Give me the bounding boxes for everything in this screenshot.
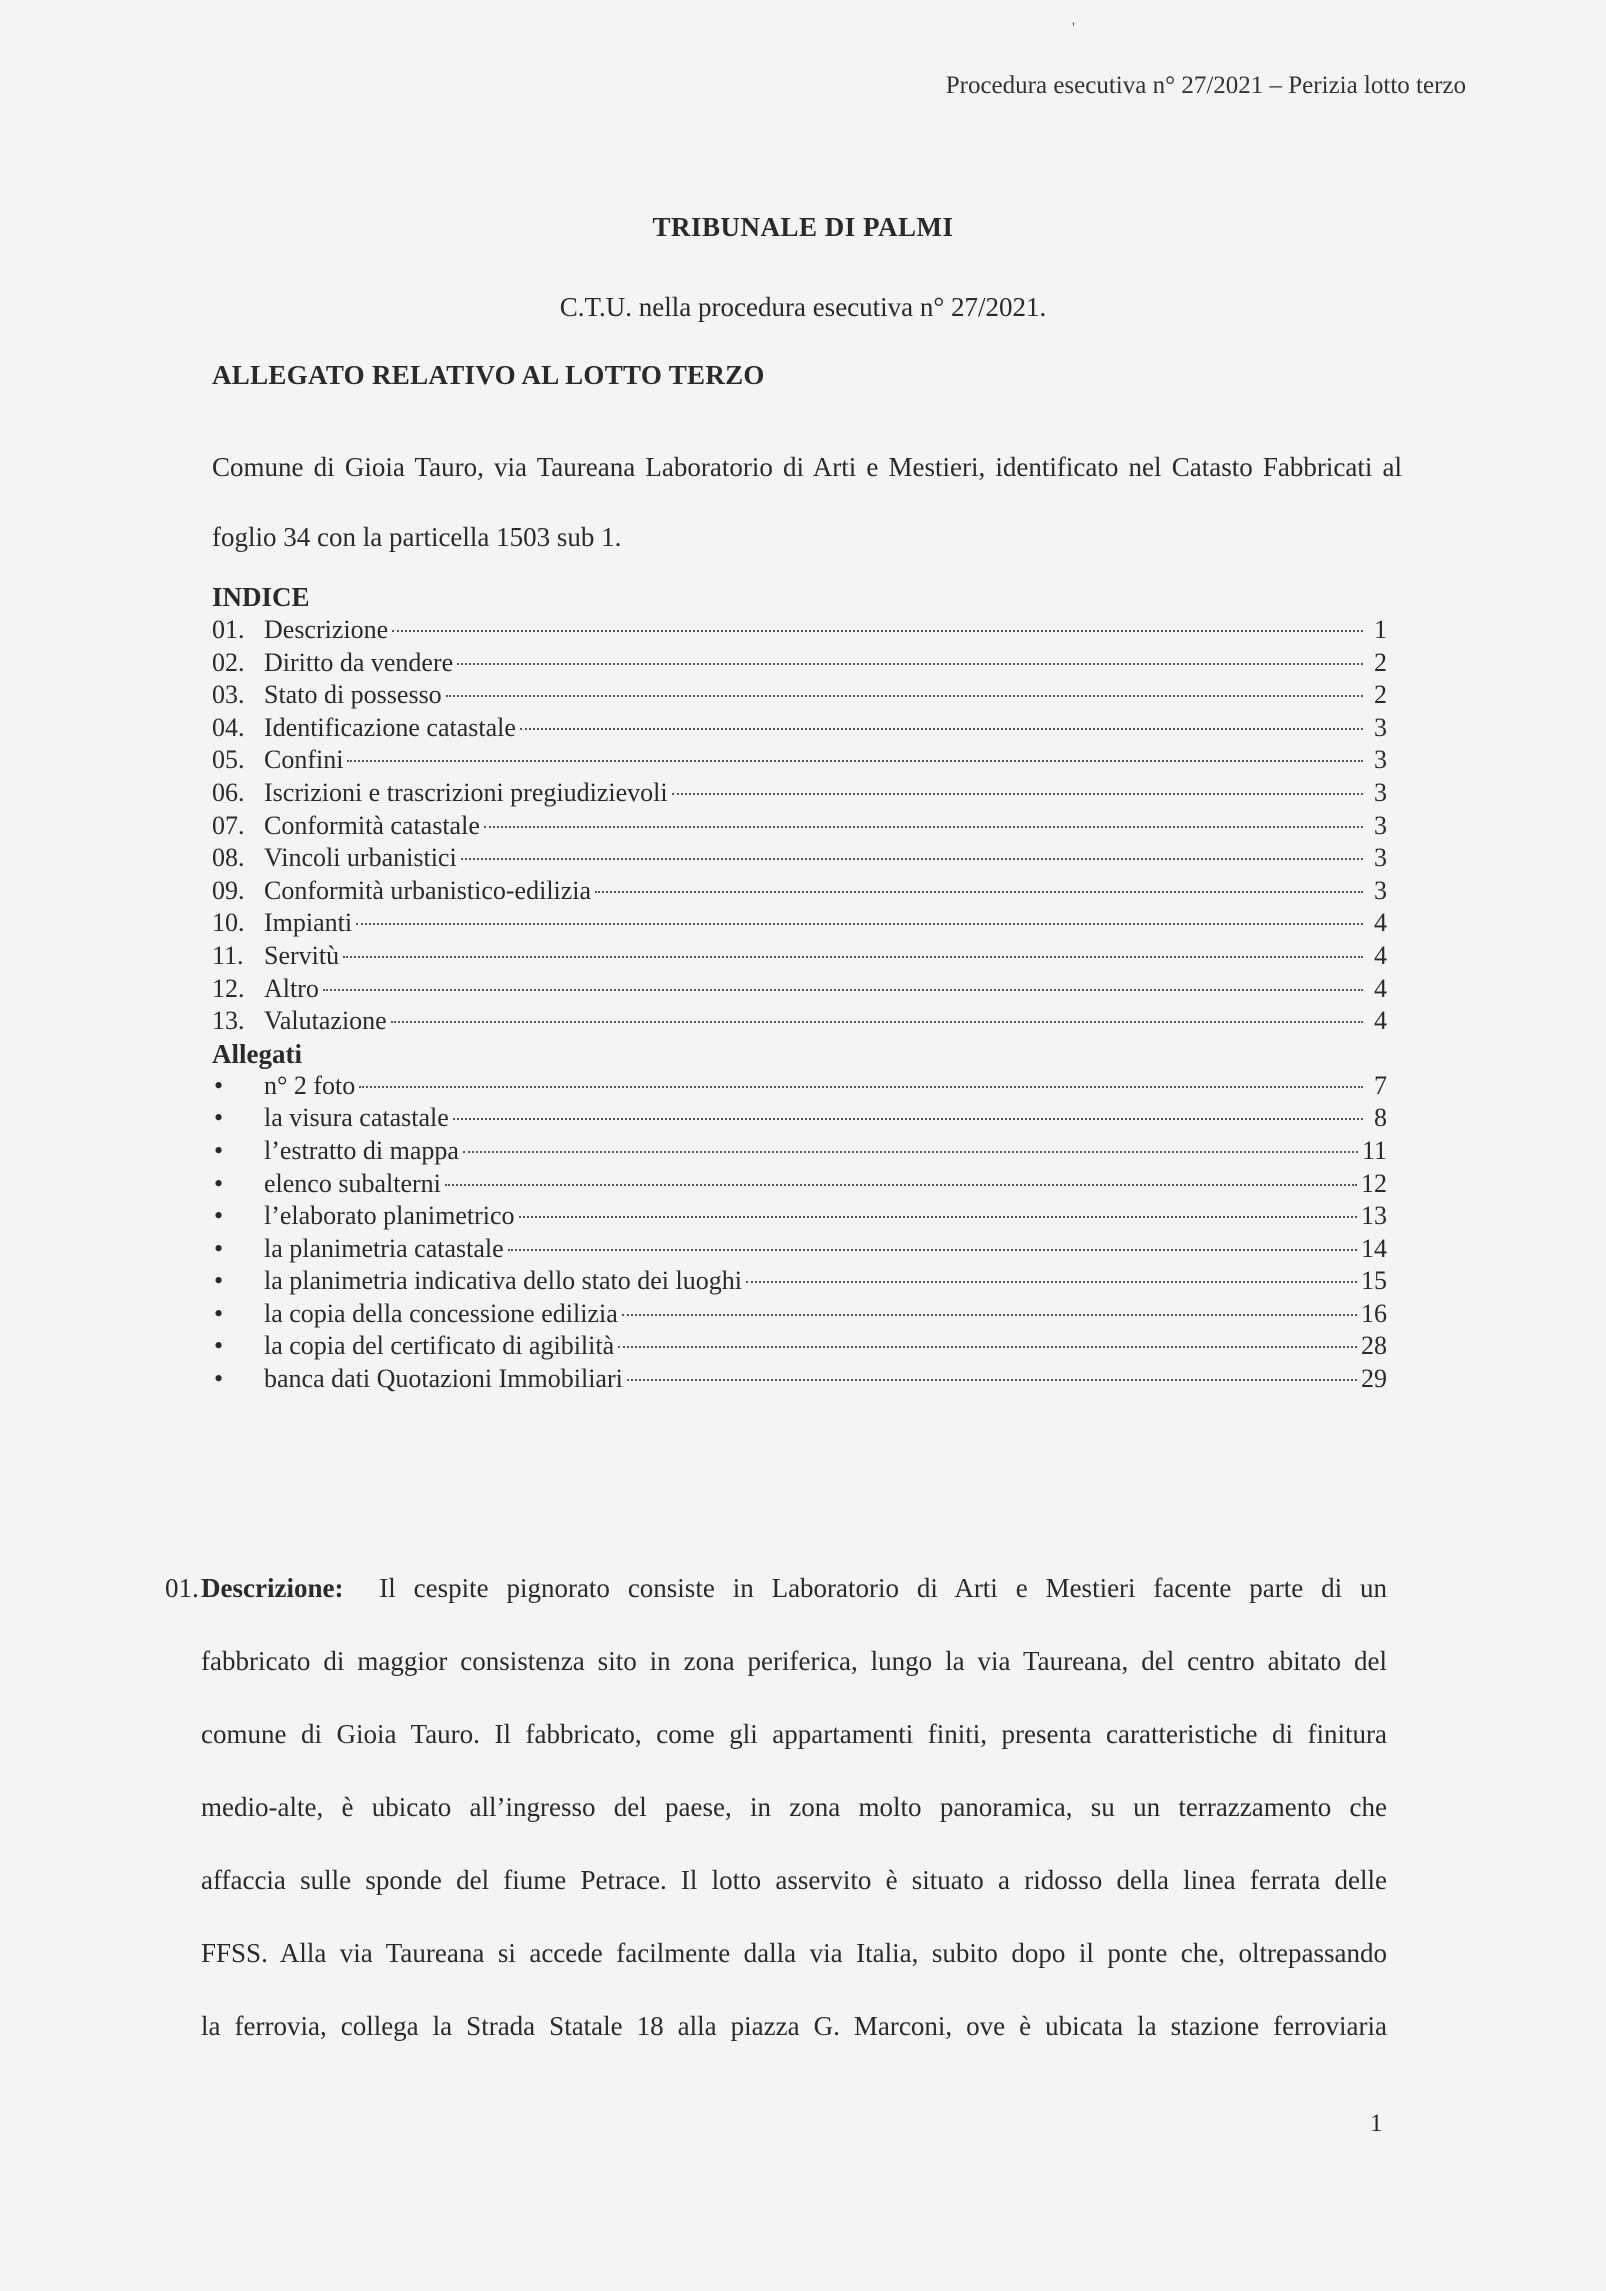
index-item-label: Servitù <box>264 940 340 970</box>
dot-leader <box>463 1151 1358 1153</box>
description-body <box>165 1625 1387 2063</box>
index-item-label: Conformità catastale <box>264 810 480 840</box>
allegati-item-page: 8 <box>1374 1103 1387 1133</box>
document-subtitle: C.T.U. nella procedura esecutiva n° 27/2021. <box>559 292 1047 322</box>
page-number: 1 <box>1370 2110 1383 2137</box>
description-first-line <box>165 1552 1387 1625</box>
index-item-label: Iscrizioni e trascrizioni pregiudizievoli <box>264 777 668 807</box>
index-item-page: 3 <box>1374 777 1387 807</box>
allegati-item-label: banca dati Quotazioni Immobiliari <box>264 1364 623 1394</box>
dot-leader <box>520 728 1363 730</box>
index-item-label: Impianti <box>264 908 353 938</box>
allegati-heading: Allegati <box>212 1038 302 1069</box>
index-item-label: Altro <box>264 973 319 1003</box>
allegati-item-page: 7 <box>1374 1070 1387 1100</box>
bullet-icon: • <box>214 1266 224 1296</box>
dot-leader <box>445 1184 1357 1186</box>
index-item <box>212 875 1387 908</box>
index-item-number: 04. <box>212 712 245 742</box>
dot-leader <box>519 1216 1357 1218</box>
index-item <box>212 973 1387 1006</box>
dot-leader <box>343 956 1363 958</box>
allegati-item <box>212 1168 1387 1201</box>
bullet-icon: • <box>214 1168 224 1198</box>
dot-leader <box>356 923 1363 925</box>
description-line: affaccia sulle sponde del fiume Petrace. Il lotto asservito è situato a ridosso della linea ferrata delle <box>201 1865 1387 1895</box>
description-number: 01. <box>165 1573 199 1603</box>
allegati-item-label: la planimetria catastale <box>264 1233 504 1263</box>
index-item-number: 01. <box>212 615 245 644</box>
allegati-item <box>212 1265 1387 1298</box>
allegati-item-page: 15 <box>1361 1266 1387 1296</box>
dot-leader <box>347 760 1363 762</box>
comune-paragraph: Comune di Gioia Tauro, via Taureana Laboratorio di Arti e Mestieri, identificato nel Catasto Fabbricati al foglio 34 con la particella 1503 sub 1. <box>212 452 1402 552</box>
table-of-contents <box>212 580 1387 1396</box>
index-item-label: Stato di possesso <box>264 680 442 710</box>
index-item <box>212 647 1387 680</box>
index-item <box>212 1005 1387 1038</box>
description-line: fabbricato di maggior consistenza sito in zona periferica, lungo la via Taureana, del centro abitato del <box>201 1646 1387 1676</box>
index-item <box>212 810 1387 843</box>
bullet-icon: • <box>214 1103 224 1133</box>
index-item-label: Valutazione <box>264 1006 387 1036</box>
index-item-page: 4 <box>1374 908 1387 938</box>
allegati-item <box>212 1330 1387 1363</box>
bullet-icon: • <box>214 1233 224 1263</box>
index-list <box>212 614 1387 1038</box>
document-title: TRIBUNALE DI PALMI <box>652 212 954 242</box>
index-item-label: Identificazione catastale <box>264 712 516 742</box>
index-item-page: 3 <box>1374 712 1387 742</box>
index-item-page: 2 <box>1374 647 1387 677</box>
dot-leader <box>627 1379 1357 1381</box>
allegati-item <box>212 1200 1387 1233</box>
description-first-text <box>201 1552 1387 1625</box>
description-heading: Descrizione: <box>201 1573 344 1603</box>
allegati-item-page: 12 <box>1361 1168 1387 1198</box>
allegati-item <box>212 1233 1387 1266</box>
scan-mark: ' <box>1072 20 1075 37</box>
index-item-number: 05. <box>212 745 245 775</box>
allegati-item-label: la copia della concessione edilizia <box>264 1298 618 1328</box>
index-item-page: 1 <box>1374 615 1387 644</box>
index-item-number: 07. <box>212 810 245 840</box>
bullet-icon: • <box>214 1135 224 1165</box>
dot-leader <box>618 1346 1357 1348</box>
dot-leader <box>453 1118 1363 1120</box>
index-item-number: 03. <box>212 680 245 710</box>
dot-leader <box>595 891 1363 893</box>
allegati-item-label: la visura catastale <box>264 1103 449 1133</box>
dot-leader <box>392 630 1363 632</box>
index-item <box>212 842 1387 875</box>
allegati-item-page: 14 <box>1361 1233 1387 1263</box>
allegati-item-page: 29 <box>1361 1364 1387 1394</box>
index-heading: INDICE <box>212 582 310 612</box>
dot-leader <box>323 989 1363 991</box>
index-item-page: 4 <box>1374 940 1387 970</box>
dot-leader <box>359 1086 1363 1088</box>
index-item-number: 10. <box>212 908 245 938</box>
description-line: FFSS. Alla via Taureana si accede facilmente dalla via Italia, subito dopo il ponte che, oltrepassando <box>201 1938 1387 1968</box>
dot-leader <box>391 1021 1363 1023</box>
header-reference: Procedura esecutiva n° 27/2021 – Perizia lotto terzo <box>945 72 1466 99</box>
allegati-item <box>212 1102 1387 1135</box>
index-item-page: 2 <box>1374 680 1387 710</box>
allegati-item-page: 11 <box>1361 1135 1387 1165</box>
index-item-number: 12. <box>212 973 245 1003</box>
allegati-list <box>212 1070 1387 1396</box>
index-item-page: 3 <box>1374 875 1387 905</box>
dot-leader <box>484 826 1363 828</box>
bullet-icon: • <box>214 1331 224 1361</box>
index-item-number: 02. <box>212 647 245 677</box>
index-item-page: 3 <box>1374 843 1387 873</box>
index-item-number: 13. <box>212 1006 245 1036</box>
index-item <box>212 614 1387 647</box>
index-item <box>212 712 1387 745</box>
allegati-item-label: la planimetria indicativa dello stato dei luoghi <box>264 1266 742 1296</box>
allegati-item <box>212 1363 1387 1396</box>
index-item-label: Diritto da vendere <box>264 647 454 677</box>
allegati-item <box>212 1298 1387 1331</box>
allegati-item <box>212 1135 1387 1168</box>
index-item-number: 08. <box>212 843 245 873</box>
dot-leader <box>746 1281 1357 1283</box>
dot-leader <box>461 858 1363 860</box>
dot-leader <box>508 1249 1357 1251</box>
allegati-item-label: n° 2 foto <box>264 1070 356 1100</box>
index-item-label: Confini <box>264 745 344 775</box>
allegati-item-page: 13 <box>1361 1201 1387 1231</box>
bullet-icon: • <box>214 1364 224 1394</box>
index-item-page: 3 <box>1374 745 1387 775</box>
index-item-label: Vincoli urbanistici <box>264 843 457 873</box>
index-item <box>212 744 1387 777</box>
index-item-number: 11. <box>212 940 244 970</box>
description-line: comune di Gioia Tauro. Il fabbricato, come gli appartamenti finiti, presenta caratteristiche di finitura <box>201 1719 1387 1749</box>
description-line: medio-alte, è ubicato all’ingresso del paese, in zona molto panoramica, su un terrazzamento che <box>201 1792 1387 1822</box>
description-section <box>165 1552 1387 2063</box>
allegati-item-label: l’estratto di mappa <box>264 1135 459 1165</box>
index-item <box>212 679 1387 712</box>
bullet-icon: • <box>214 1298 224 1328</box>
description-line: la ferrovia, collega la Strada Statale 18 alla piazza G. Marconi, ove è ubicata la stazione ferroviaria <box>201 2011 1387 2041</box>
index-item-label: Descrizione <box>264 615 389 644</box>
bullet-icon: • <box>214 1201 224 1231</box>
allegati-item-page: 16 <box>1361 1298 1387 1328</box>
allegati-item-label: elenco subalterni <box>264 1168 441 1198</box>
dot-leader <box>446 695 1363 697</box>
allegati-item-label: la copia del certificato di agibilità <box>264 1331 615 1361</box>
index-item-number: 09. <box>212 875 245 905</box>
index-item <box>212 777 1387 810</box>
allegati-item-label: l’elaborato planimetrico <box>264 1201 515 1231</box>
dot-leader <box>672 793 1363 795</box>
index-item-label: Conformità urbanistico-edilizia <box>264 875 592 905</box>
dot-leader <box>622 1314 1357 1316</box>
allegati-item <box>212 1070 1387 1103</box>
allegato-heading: ALLEGATO RELATIVO AL LOTTO TERZO <box>212 360 765 390</box>
description-first-sentence: Il cespite pignorato consiste in Laboratorio di Arti e Mestieri facente parte di un <box>379 1573 1387 1603</box>
index-item-page: 4 <box>1374 1006 1387 1036</box>
index-item-page: 4 <box>1374 973 1387 1003</box>
allegati-item-page: 28 <box>1361 1331 1387 1361</box>
bullet-icon: • <box>214 1070 224 1100</box>
index-item-page: 3 <box>1374 810 1387 840</box>
index-item <box>212 907 1387 940</box>
index-item-number: 06. <box>212 777 245 807</box>
dot-leader <box>457 663 1363 665</box>
index-item <box>212 940 1387 973</box>
